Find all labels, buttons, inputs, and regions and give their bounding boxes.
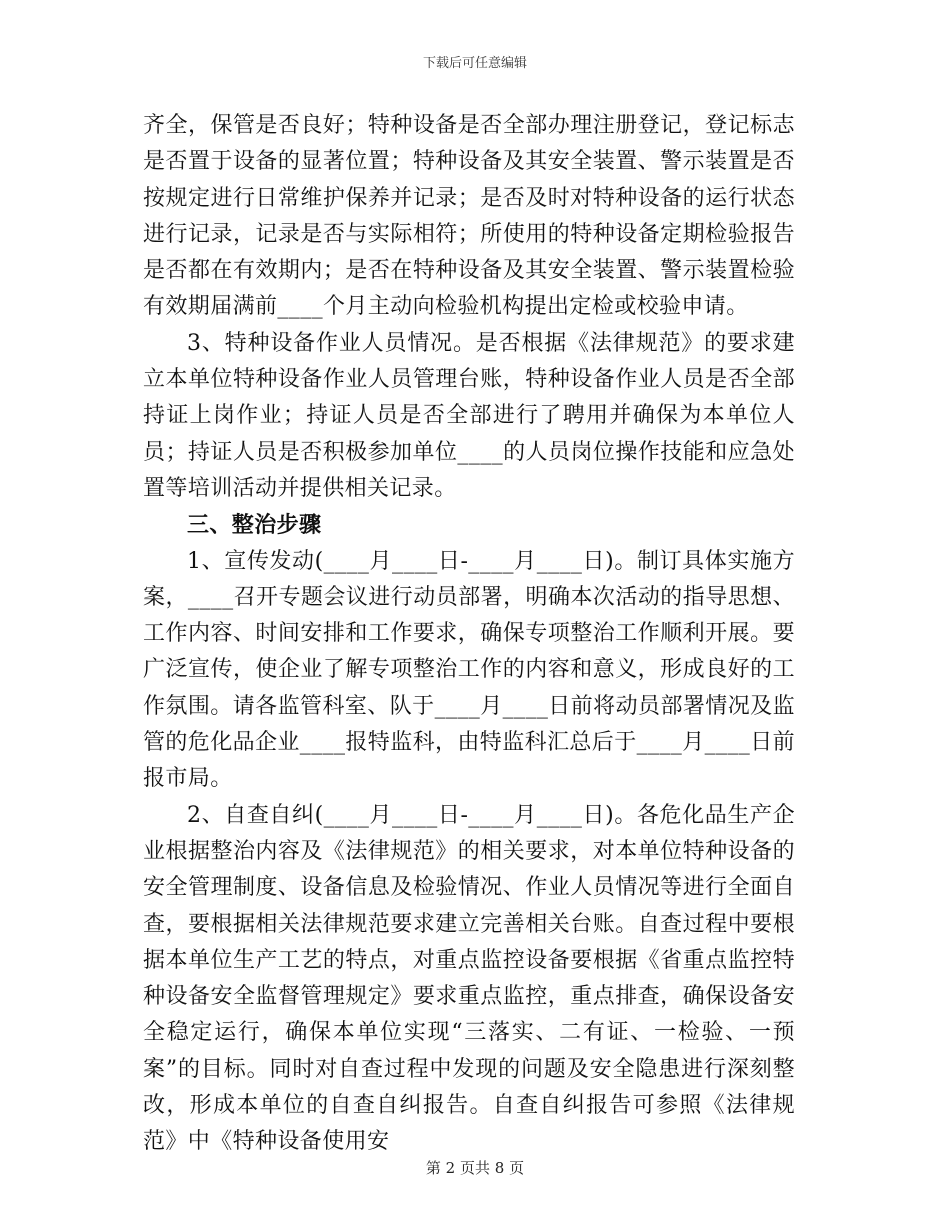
paragraph-continuation: 齐全，保管是否良好；特种设备是否全部办理注册登记，登记标志是否置于设备的显著位置；特种设备及其安全装置、警示装置是否按规定进行日常维护保养并记录；是否及时对特种设备的运行状态进行记录，记录是否与实际相符；所使用的特种设备定期检验报告是否都在有效期内；是否在特种设备及其安全装置、警示装置检验有效期届满前____个月主动向检验机构提出定检或校验申请。 [143,113,795,320]
paragraph-self-inspection: 2、自查自纠(____月____日-____月____日)。各危化品生产企业根据整治内容及《法律规范》的相关要求，对本单位特种设备的安全管理制度、设备信息及检验情况、作业人员情况等进行全面自查，要根据相关法律规范要求建立完善相关台账。自查过程中要根据本单位生产工艺的特点，对重点监控设备要根据《省重点监控特种设备安全监督管理规定》要求重点监控，重点排查，确保设备安全稳定运行，确保本单位实现“三落实、二有证、一检验、一预案”的目标。同时对自查过程中发现的问题及安全隐患进行深刻整改，形成本单位的自查自纠报告。自查自纠报告可参照《法律规范》中《特种设备使用安 [143,802,795,1155]
page-number: 第 2 页共 8 页 [425,1159,525,1177]
page-header: 下载后可任意编辑 [422,56,527,71]
paragraph-publicity-mobilization: 1、宣传发动(____月____日-____月____日)。制订具体实施方案，____召开专题会议进行动员部署，明确本次活动的指导思想、工作内容、时间安排和工作要求，确保专项整治工作顺利开展。要广泛宣传，使企业了解专项整治工作的内容和意义，形成良好的工作氛围。请各监管科室、队于____月____日前将动员部署情况及监管的危化品企业____报特监科，由特监科汇总后于____月____日前报市局。 [143,548,796,792]
paragraph-operator-status: 3、特种设备作业人员情况。是否根据《法律规范》的要求建立本单位特种设备作业人员管理台账，特种设备作业人员是否全部持证上岗作业；持证人员是否全部进行了聘用并确保为本单位人员；持证人员是否积极参加单位____的人员岗位操作技能和应急处置等培训活动并提供相关记录。 [143,330,795,501]
document-body [143,108,795,1161]
section-heading-steps: 三、整治步骤 [187,512,322,539]
